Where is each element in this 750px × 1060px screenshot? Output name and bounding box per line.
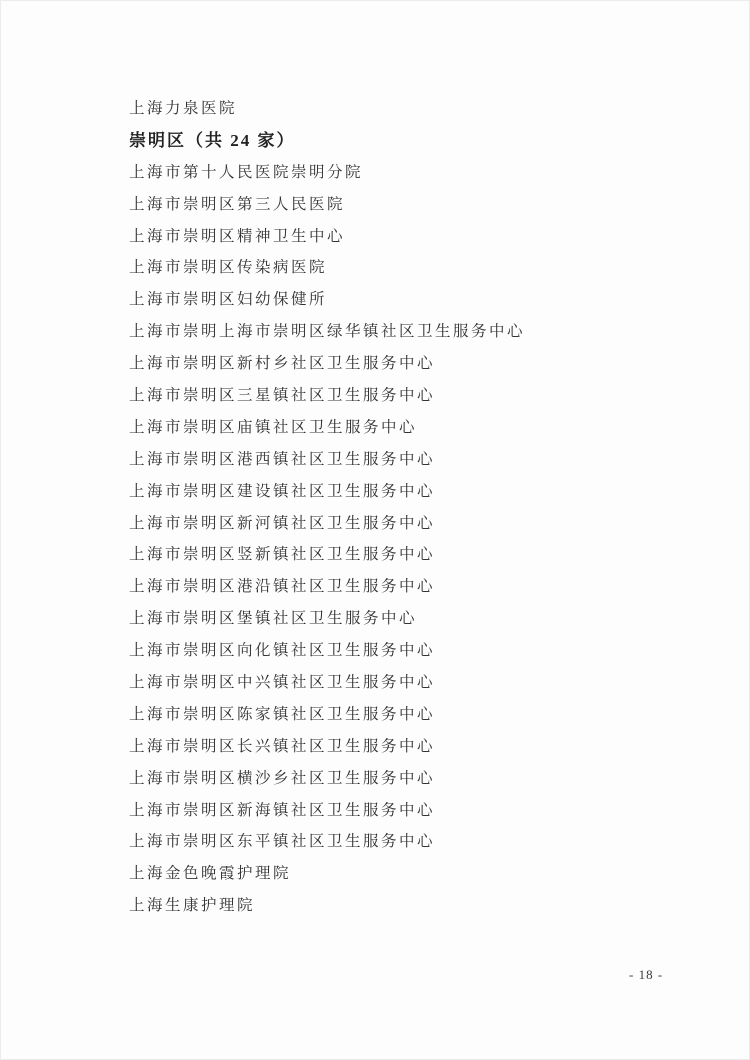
list-item: 上海市崇明区新海镇社区卫生服务中心 (129, 801, 436, 819)
hospital-list (129, 93, 689, 922)
list-item: 上海市崇明区三星镇社区卫生服务中心 (129, 387, 436, 405)
list-item: 上海市第十人民医院崇明分院 (129, 163, 364, 181)
list-item: 上海市崇明区横沙乡社区卫生服务中心 (129, 769, 436, 787)
list-item: 上海金色晚霞护理院 (129, 865, 292, 883)
list-item: 上海市崇明区中兴镇社区卫生服务中心 (129, 674, 436, 692)
list-item: 上海市崇明区港西镇社区卫生服务中心 (129, 450, 436, 468)
section-heading: 崇明区（共 24 家） (129, 130, 296, 150)
list-item: 上海市崇明区精神卫生中心 (129, 227, 346, 245)
list-item: 上海市崇明区港沿镇社区卫生服务中心 (129, 578, 436, 596)
list-item: 上海市崇明区新村乡社区卫生服务中心 (129, 355, 436, 373)
list-item: 上海市崇明区陈家镇社区卫生服务中心 (129, 705, 436, 723)
list-item: 上海市崇明区建设镇社区卫生服务中心 (129, 482, 436, 500)
list-item: 上海市崇明区庙镇社区卫生服务中心 (129, 418, 418, 436)
list-item: 上海市崇明区传染病医院 (129, 259, 328, 277)
list-item: 上海生康护理院 (129, 897, 256, 915)
list-item: 上海市崇明区竖新镇社区卫生服务中心 (129, 546, 436, 564)
list-item: 上海市崇明区新河镇社区卫生服务中心 (129, 514, 436, 532)
list-item: 上海市崇明区向化镇社区卫生服务中心 (129, 642, 436, 660)
list-item: 上海市崇明区长兴镇社区卫生服务中心 (129, 737, 436, 755)
list-item: 上海市崇明区东平镇社区卫生服务中心 (129, 833, 436, 851)
list-item: 上海市崇明区妇幼保健所 (129, 291, 328, 309)
list-item: 上海力泉医院 (129, 100, 238, 117)
list-item: 上海市崇明区第三人民医院 (129, 195, 346, 213)
list-item: 上海市崇明区堡镇社区卫生服务中心 (129, 610, 418, 628)
list-item: 上海市崇明上海市崇明区绿华镇社区卫生服务中心 (129, 323, 526, 341)
page-number: - 18 - (629, 967, 664, 982)
